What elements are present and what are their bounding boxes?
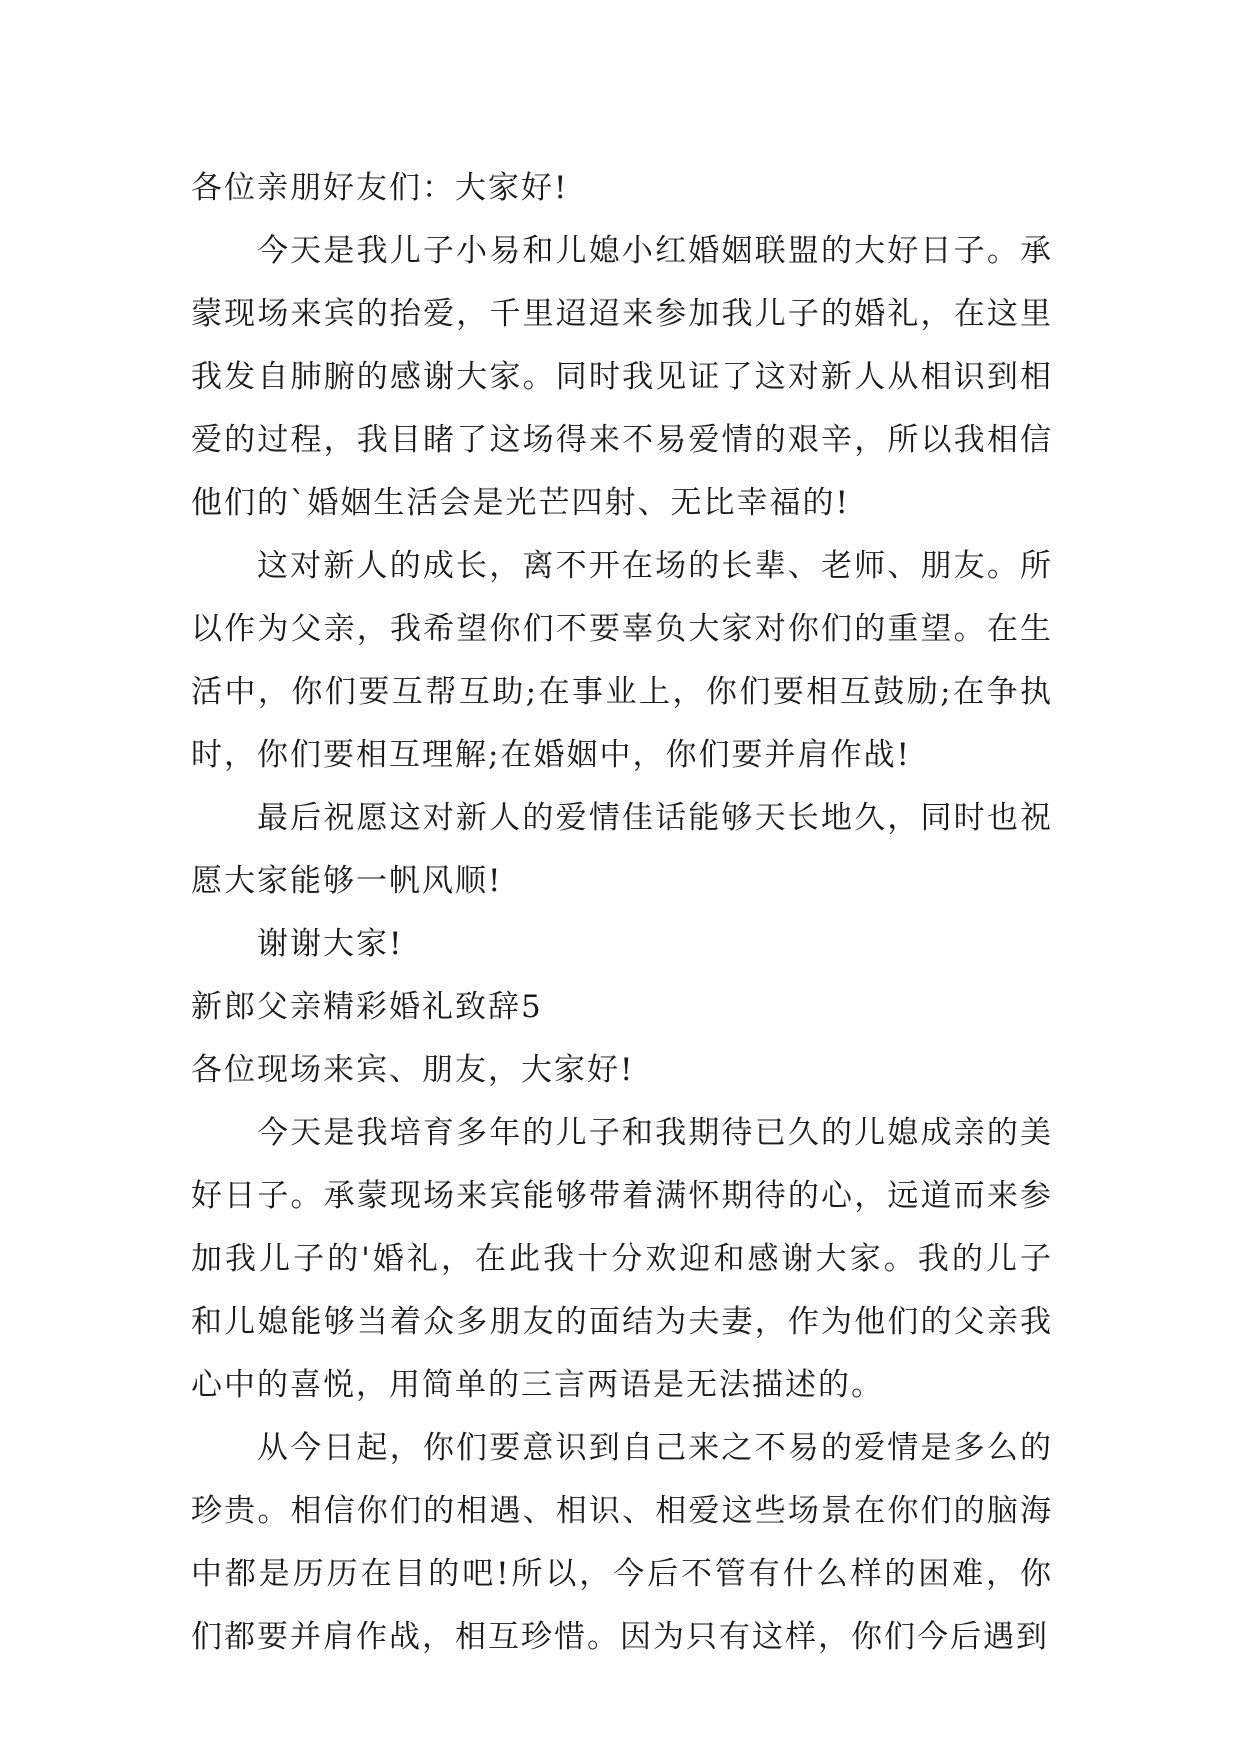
- body-paragraph: 今天是我儿子小易和儿媳小红婚姻联盟的大好日子。承蒙现场来宾的抬爱，千里迢迢来参加我儿子的婚礼，在这里我发自肺腑的感谢大家。同时我见证了这对新人从相识到相爱的过程，我目睹了这场得来不易爱情的艰辛，所以我相信他们的`婚姻生活会是光芒四射、无比幸福的!: [191, 233, 1053, 521]
- greeting-line: 各位现场来宾、朋友，大家好!: [191, 1052, 635, 1088]
- body-paragraph: 最后祝愿这对新人的爱情佳话能够天长地久，同时也祝愿大家能够一帆风顺!: [191, 800, 1053, 899]
- body-paragraph: 今天是我培育多年的儿子和我期待已久的儿媳成亲的美好日子。承蒙现场来宾能够带着满怀期待的心，远道而来参加我儿子的'婚礼，在此我十分欢迎和感谢大家。我的儿子和儿媳能够当着众多朋友的面结为夫妻，作为他们的父亲我心中的喜悦，用简单的三言两语是无法描述的。: [191, 1115, 1053, 1403]
- body-paragraph: 从今日起，你们要意识到自己来之不易的爱情是多么的珍贵。相信你们的相遇、相识、相爱这些场景在你们的脑海中都是历历在目的吧!所以，今后不管有什么样的困难，你们都要并肩作战，相互珍惜。因为只有这样，你们今后遇到: [191, 1430, 1053, 1655]
- greeting-line: 各位亲朋好友们：大家好!: [191, 170, 569, 206]
- body-paragraph: 这对新人的成长，离不开在场的长辈、老师、朋友。所以作为父亲，我希望你们不要辜负大家对你们的重望。在生活中，你们要互帮互助;在事业上，你们要相互鼓励;在争执时，你们要相互理解;在婚姻中，你们要并肩作战!: [191, 548, 1053, 773]
- closing-line: 谢谢大家!: [257, 926, 404, 962]
- document-page: [191, 157, 1053, 1669]
- section-heading: 新郎父亲精彩婚礼致辞5: [191, 989, 543, 1025]
